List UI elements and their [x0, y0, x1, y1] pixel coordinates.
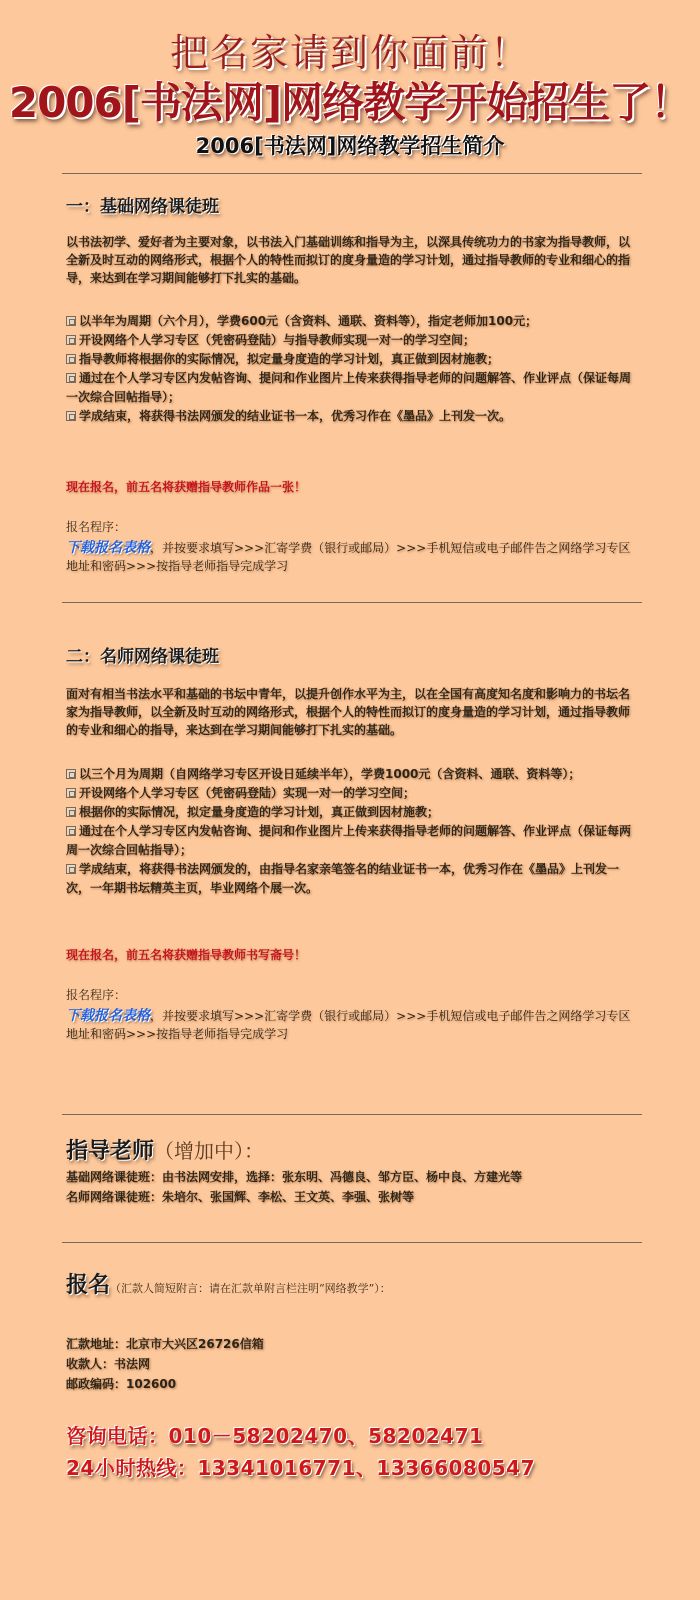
- list-item: [66, 822, 636, 860]
- process-text-block: [66, 539, 636, 575]
- section-basic-intro: [66, 233, 636, 287]
- process-text: ，并按要求填写>>>汇寄学费（银行或邮局）>>>手机短信或电子邮件告之网络学习专区地址和密码>>>按指导老师指导完成学习: [66, 541, 631, 573]
- section-basic-title: 一：基础网络课徒班: [66, 197, 219, 217]
- bullet-box-icon: [66, 354, 76, 364]
- section-master-title-block: [66, 642, 636, 667]
- promo-text: 现在报名，前五名将获赠指导教师书写斋号！: [66, 948, 307, 962]
- section-master-promo: [66, 944, 636, 963]
- bullet-box-icon: [66, 316, 76, 326]
- remit-address: 汇款地址：北京市大兴区26726信箱: [66, 1337, 264, 1351]
- process-label: 报名程序：: [66, 520, 127, 534]
- page-subtitle: 2006[书法网]网络教学招生简介: [195, 134, 505, 158]
- list-item-text: 根据你的实际情况，拟定量身度造的学习计划，真正做到因材施教；: [79, 805, 440, 819]
- list-item: [66, 407, 636, 426]
- list-item-text: 通过在个人学习专区内发帖咨询、提问和作业图片上传来获得指导老师的问题解答、作业评点（保证每两周一次综合回帖指导）；: [66, 824, 632, 857]
- section-master-process: [66, 986, 636, 1043]
- bullet-box-icon: [66, 769, 76, 779]
- list-item-text: 学成结束，将获得书法网颁发的结业证书一本，优秀习作在《墨品》上刊发一次。: [79, 409, 512, 423]
- bullet-box-icon: [66, 373, 76, 383]
- bullet-box-icon: [66, 411, 76, 421]
- download-form-link[interactable]: 下载报名表格: [66, 1008, 150, 1024]
- list-item-text: 开设网络个人学习专区（凭密码登陆）实现一对一的学习空间；: [79, 786, 416, 800]
- teachers-subtitle: （增加中）：: [154, 1139, 265, 1163]
- teachers-heading: [66, 1134, 636, 1165]
- list-item-text: 以三个月为周期（自网络学习专区开设日延续半年），学费1000元（含资料、通联、资料等）；: [79, 767, 581, 781]
- bullet-box-icon: [66, 335, 76, 345]
- registration-title: 报名: [66, 1273, 111, 1298]
- list-item: [66, 369, 636, 407]
- process-text: ，并按要求填写>>>汇寄学费（银行或邮局）>>>手机短信或电子邮件告之网络学习专区地址和密码>>>按指导老师指导完成学习: [66, 1009, 631, 1041]
- process-text-block: [66, 1007, 636, 1043]
- teachers-title: 指导老师: [66, 1139, 155, 1164]
- divider: [62, 173, 642, 174]
- list-item: [66, 803, 636, 822]
- divider: [62, 1242, 642, 1243]
- download-form-link[interactable]: 下载报名表格: [66, 540, 150, 556]
- section-master-intro: [66, 685, 636, 739]
- list-item: [66, 312, 636, 331]
- section-basic-promo: [66, 476, 636, 495]
- section-basic-intro-text: 以书法初学、爱好者为主要对象，以书法入门基础训练和指导为主，以深具传统功力的书家为指导教师，以全新及时互动的网络形式，根据个人的特性而拟订的度身量造的学习计划，通过指导教师的专业和细心的指导，来达到在学习期间能够打下扎实的基础。: [66, 235, 631, 285]
- section-master-list: [66, 765, 636, 898]
- section-basic-list: [66, 312, 636, 426]
- process-label: 报名程序：: [66, 988, 127, 1002]
- payee: 收款人：书法网: [66, 1357, 151, 1371]
- section-master-intro-text: 面对有相当书法水平和基础的书坛中青年，以提升创作水平为主，以在全国有高度知名度和影响力的书坛名家为指导教师，以全新及时互动的网络形式，根据个人的特性而拟订的度身量造的学习计划，通过指导教师的专业和细心的指导，来达到在学习期间能够打下扎实的基础。: [66, 687, 631, 737]
- teachers-block: [66, 1134, 636, 1207]
- section-master-title: 二：名师网络课徒班: [66, 647, 219, 667]
- section-basic-process: [66, 518, 636, 575]
- teachers-basic: 基础网络课徒班：由书法网安排，选择：张东明、冯德良、邹方臣、杨中良、方建光等: [66, 1170, 523, 1184]
- bullet-box-icon: [66, 864, 76, 874]
- hotline-phone: 24小时热线：13341016771、13366080547: [66, 1456, 535, 1480]
- banner-headline: 把名家请到你面前！: [169, 31, 530, 75]
- list-item-text: 开设网络个人学习专区（凭密码登陆）与指导教师实现一对一的学习空间；: [79, 333, 476, 347]
- list-item-text: 以半年为周期（六个月），学费600元（含资料、通联、资料等），指定老师加100元；: [79, 314, 538, 328]
- consult-phone: 咨询电话：010－58202470、58202471: [66, 1424, 484, 1448]
- teachers-master: 名师网络课徒班：朱培尔、张国辉、李松、王文英、李强、张树等: [66, 1190, 415, 1204]
- list-item: [66, 350, 636, 369]
- postcode: 邮政编码：102600: [66, 1377, 177, 1391]
- bullet-box-icon: [66, 826, 76, 836]
- list-item: [66, 784, 636, 803]
- section-basic-title-block: [66, 192, 636, 217]
- contact-block: [66, 1420, 636, 1484]
- registration-heading: [66, 1268, 636, 1299]
- banner-title: 2006[书法网]网络教学开始招生了！: [8, 78, 692, 127]
- bullet-box-icon: [66, 807, 76, 817]
- registration-block: [66, 1268, 636, 1299]
- list-item: [66, 765, 636, 784]
- list-item: [66, 860, 636, 898]
- divider: [62, 602, 642, 603]
- promo-text: 现在报名，前五名将获赠指导教师作品一张！: [66, 480, 307, 494]
- bullet-box-icon: [66, 788, 76, 798]
- list-item: [66, 331, 636, 350]
- divider: [62, 1114, 642, 1115]
- list-item-text: 通过在个人学习专区内发帖咨询、提问和作业图片上传来获得指导老师的问题解答、作业评点（保证每周一次综合回帖指导）；: [66, 371, 632, 404]
- list-item-text: 指导教师将根据你的实际情况，拟定量身度造的学习计划，真正做到因材施教；: [79, 352, 500, 366]
- registration-address-block: [66, 1334, 636, 1394]
- list-item-text: 学成结束，将获得书法网颁发的，由指导名家亲笔签名的结业证书一本，优秀习作在《墨品》上刊发一次，一年期书坛精英主页，毕业网络个展一次。: [66, 862, 620, 895]
- registration-note: （汇款人简短附言：请在汇款单附言栏注明“网络教学”）：: [110, 1282, 391, 1295]
